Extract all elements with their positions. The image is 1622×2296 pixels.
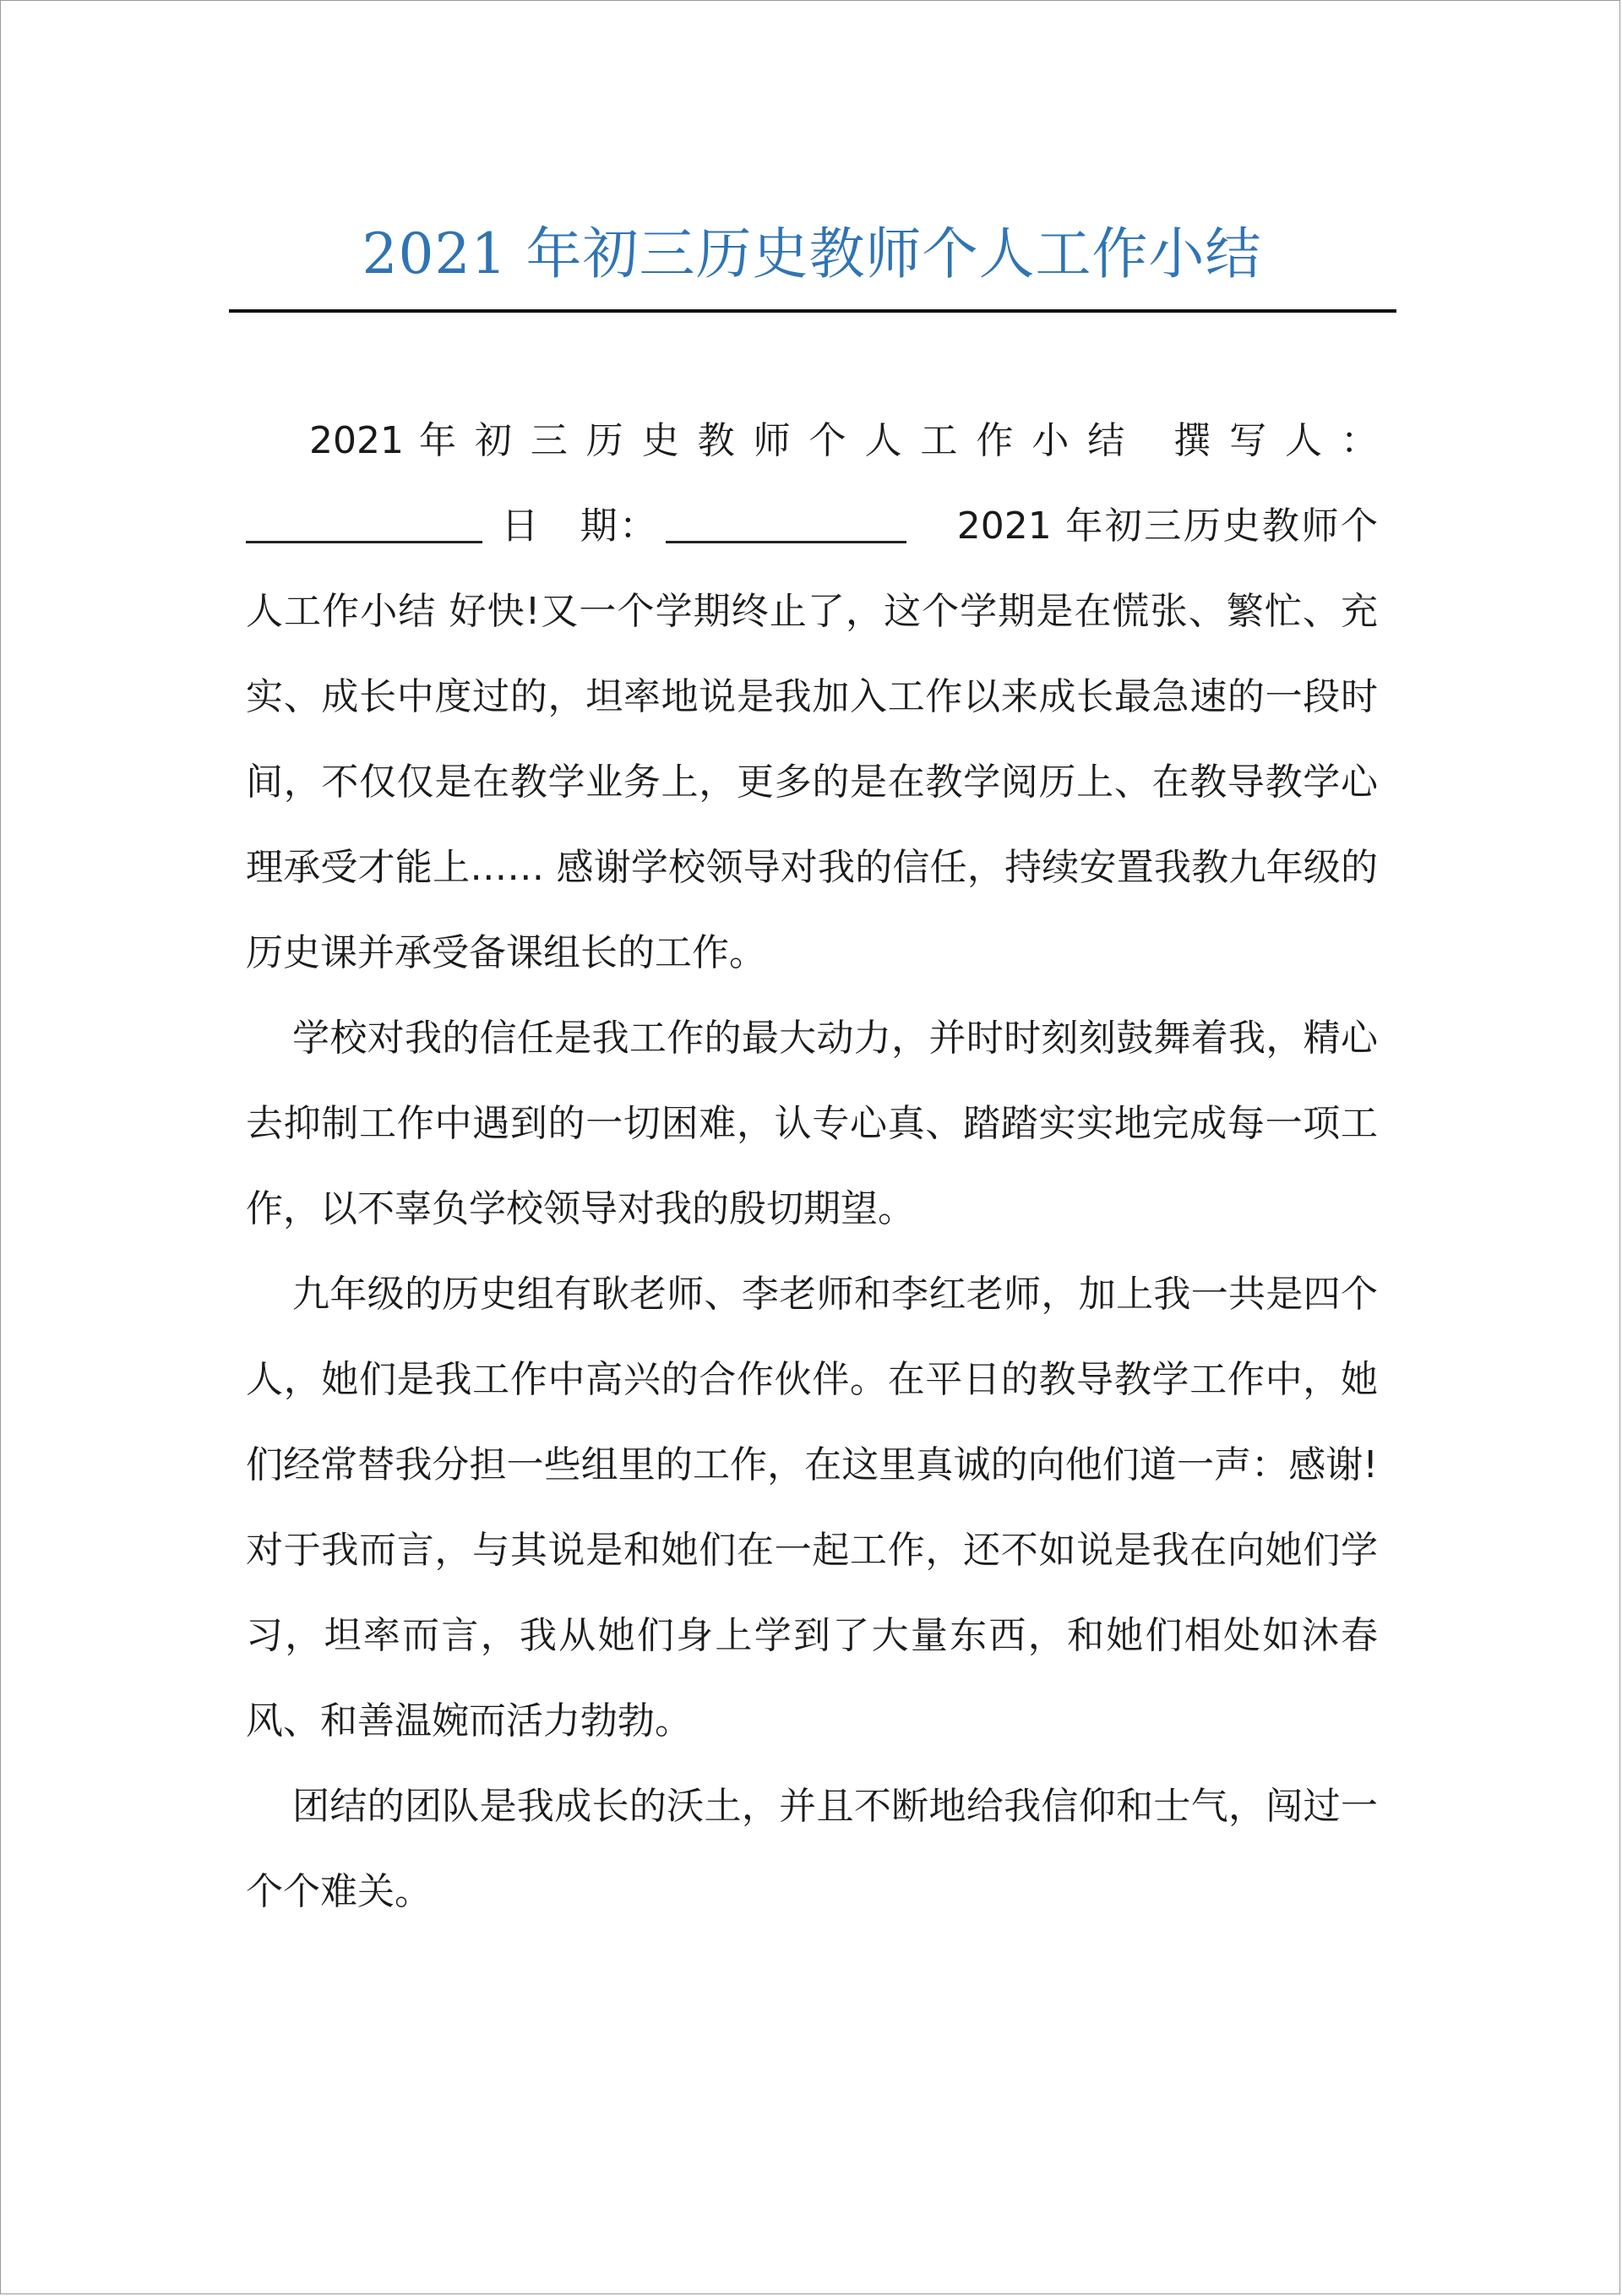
paragraph: 九年级的历史组有耿老师、李老师和李红老师，加上我一共是四个人，她们是我工作中高兴的合作伙伴。在平日的教导教学工作中，她们经常替我分担一些组里的工作，在这里真诚的向他们道一声：感谢! 对于我而言，与其说是和她们在一起工作，还不如说是我在向她们学习，坦率而言，我从她们身上学到了大量东西，和她们相处如沐春风、和善温婉而活力勃勃。 (246, 1273, 1378, 1742)
paragraph: 团结的团队是我成长的沃土，并且不断地给我信仰和士气，闯过一个个难关。 (246, 1785, 1378, 1913)
author-blank (246, 504, 482, 543)
opening-text: 好快!又一个学期终止了，这个学期是在慌张、繁忙、充实、成长中度过的，坦率地说是我加入工作以来成长最急速的一段时间，不仅仅是在教学业务上，更多的是在教学阅历上、在教导教学心理承受才能上…… 感谢学校领导对我的信任，持续安置我教九年级的历史课并承受备课组长的工作。 (246, 590, 1379, 974)
document-body (246, 398, 1378, 1934)
title-underline (229, 309, 1396, 313)
title-repeat-2: 2021 年初三历史教师个人工作小结 (246, 504, 1379, 633)
opening-paragraph (246, 398, 1378, 995)
author-label: 撰 写 人 ： (1173, 419, 1378, 462)
title-repeat: 2021 年 初 三 历 史 教 师 个 人 工 作 小 结 (309, 419, 1129, 462)
document-title: 2021 年初三历史教师个人工作小结 (362, 221, 1262, 286)
date-label: 日 期： (499, 504, 659, 548)
date-blank (666, 504, 906, 543)
paragraph: 学校对我的信任是我工作的最大动力，并时时刻刻鼓舞着我，精心去抑制工作中遇到的一切困难，认专心真、踏踏实实地完成每一项工作，以不辜负学校领导对我的殷切期望。 (246, 1017, 1378, 1230)
